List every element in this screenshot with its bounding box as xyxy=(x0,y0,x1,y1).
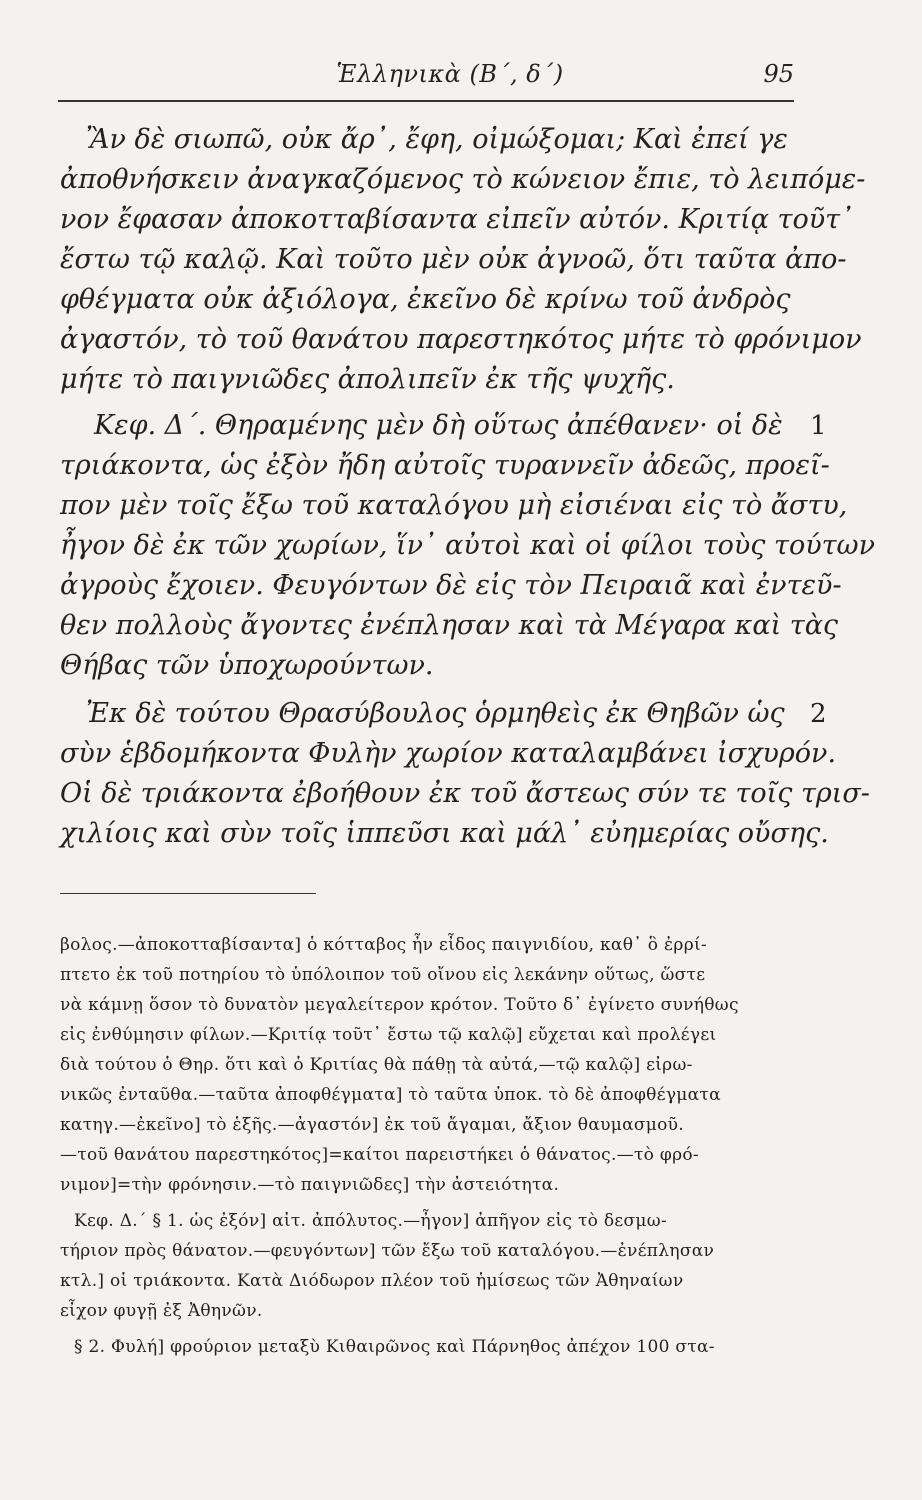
text-line: Ἂν δὲ σιωπῶ, οὐκ ἄρ᾽, ἔφη, οἰμώξομαι; Καὶ ἐπεί γε xyxy=(86,124,788,155)
text-line: ἦγον δὲ ἐκ τῶν χωρίων, ἵν᾽ αὐτοὶ καὶ οἱ φίλοι τοὺς τούτων xyxy=(60,530,875,561)
running-head xyxy=(0,56,922,96)
note-line: Κεφ. Δ.΄ § 1. ὡς ἐξόν] αἰτ. ἀπόλυτος.—ἦγον] ἀπῆγον εἰς τὸ δεσμω- xyxy=(74,1211,667,1231)
text-line: ἀγαστόν, τὸ τοῦ θανάτου παρεστηκότος μήτε τὸ φρόνιμον xyxy=(60,324,862,355)
text-line: πον μὲν τοῖς ἔξω τοῦ καταλόγου μὴ εἰσιέναι εἰς τὸ ἄστυ, xyxy=(60,490,848,521)
note-line: νιμον]=τὴν φρόνησιν.—τὸ παιγνιῶδες] τὴν ἀστειότητα. xyxy=(60,1175,560,1195)
note-line: νὰ κάμνῃ ὅσον τὸ δυνατὸν μεγαλείτερον κρότον. Τοῦτο δ᾽ ἐγίνετο συνήθως xyxy=(60,995,739,1015)
note-line: § 2. Φυλή] φρούριον μεταξὺ Κιθαιρῶνος καὶ Πάρνηθος ἀπέχον 100 στα- xyxy=(74,1337,715,1357)
text-line: Κεφ. Δ΄. Θηραμένης μὲν δὴ οὕτως ἀπέθανεν· οἱ δὲ xyxy=(94,410,783,441)
note-line: εἰς ἐνθύμησιν φίλων.—Κριτίᾳ τοῦτ᾽ ἔστω τῷ καλῷ] εὔχεται καὶ προλέγει xyxy=(60,1025,717,1045)
note-line: νικῶς ἐνταῦθα.—ταῦτα ἀποφθέγματα] τὸ ταῦτα ὑποκ. τὸ δὲ ἀποφθέγματα xyxy=(60,1085,721,1105)
text-line: Θήβας τῶν ὑποχωρούντων. xyxy=(60,650,434,681)
note-line: πτετο ἐκ τοῦ ποτηρίου τὸ ὑπόλοιπον τοῦ οἴνου εἰς λεκάνην οὕτως, ὥστε xyxy=(60,965,706,985)
text-line: ἀποθνήσκειν ἀναγκαζόμενος τὸ κώνειον ἔπιε, τὸ λειπόμε- xyxy=(60,164,866,195)
section-number: 2 xyxy=(810,699,827,729)
text-line: Ἐκ δὲ τούτου Θρασύβουλος ὁρμηθεὶς ἐκ Θηβῶν ὡς xyxy=(86,698,785,729)
note-line: διὰ τούτου ὁ Θηρ. ὅτι καὶ ὁ Κριτίας θὰ πάθῃ τὰ αὐτά,—τῷ καλῷ] εἰρω- xyxy=(60,1055,693,1075)
note-line: τήριον πρὸς θάνατον.—φευγόντων] τῶν ἔξω τοῦ καταλόγου.—ἐνέπλησαν xyxy=(60,1241,715,1261)
note-line: κτλ.] οἱ τριάκοντα. Κατὰ Διόδωρον πλέον τοῦ ἡμίσεως τῶν Ἀθηναίων xyxy=(60,1271,684,1291)
note-line: κατηγ.—ἐκεῖνο] τὸ ἑξῆς.—ἀγαστόν] ἐκ τοῦ ἄγαμαι, ἄξιον θαυμασμοῦ. xyxy=(60,1115,684,1135)
text-line: φθέγματα οὐκ ἀξιόλογα, ἐκεῖνο δὲ κρίνω τοῦ ἀνδρὸς xyxy=(60,284,791,315)
text-line: τριάκοντα, ὡς ἐξὸν ἤδη αὐτοῖς τυραννεῖν ἀδεῶς, προεῖ- xyxy=(60,450,830,481)
text-line: χιλίοις καὶ σὺν τοῖς ἱππεῦσι καὶ μάλ᾽ εὐημερίας οὔσης. xyxy=(60,818,829,849)
page-number: 95 xyxy=(763,60,794,88)
section-number: 1 xyxy=(810,411,827,441)
note-line: —τοῦ θανάτου παρεστηκότος]=καίτοι παρειστήκει ὁ θάνατος.—τὸ φρό- xyxy=(60,1145,699,1165)
text-line: θεν πολλοὺς ἄγοντες ἐνέπλησαν καὶ τὰ Μέγαρα καὶ τὰς xyxy=(60,610,839,641)
text-line: μήτε τὸ παιγνιῶδες ἀπολιπεῖν ἐκ τῆς ψυχῆς. xyxy=(60,364,675,395)
header-rule xyxy=(58,100,794,102)
note-line: εἶχον φυγῇ ἐξ Ἀθηνῶν. xyxy=(60,1301,263,1321)
running-title: Ἑλληνικὰ (Β΄, δ΄) xyxy=(336,60,564,88)
text-line: Οἱ δὲ τριάκοντα ἐβοήθουν ἐκ τοῦ ἄστεως σύν τε τοῖς τρισ- xyxy=(60,778,870,809)
text-line: ἔστω τῷ καλῷ. Καὶ τοῦτο μὲν οὐκ ἀγνοῶ, ὅτι ταῦτα ἀπο- xyxy=(60,244,847,275)
text-line: ἀγροὺς ἔχοιεν. Φευγόντων δὲ εἰς τὸν Πειραιᾶ καὶ ἐντεῦ- xyxy=(60,570,842,601)
text-line: νον ἔφασαν ἀποκοτταβίσαντα εἰπεῖν αὐτόν. Κριτίᾳ τοῦτ᾽ xyxy=(60,204,854,235)
note-line: βολος.—ἀποκοτταβίσαντα] ὁ κότταβος ἦν εἶδος παιγνιδίου, καθ᾽ ὃ ἐρρί- xyxy=(60,935,707,955)
text-line: σὺν ἑβδομήκοντα Φυλὴν χωρίον καταλαμβάνει ἰσχυρόν. xyxy=(60,738,837,769)
footnote-rule xyxy=(60,893,316,894)
